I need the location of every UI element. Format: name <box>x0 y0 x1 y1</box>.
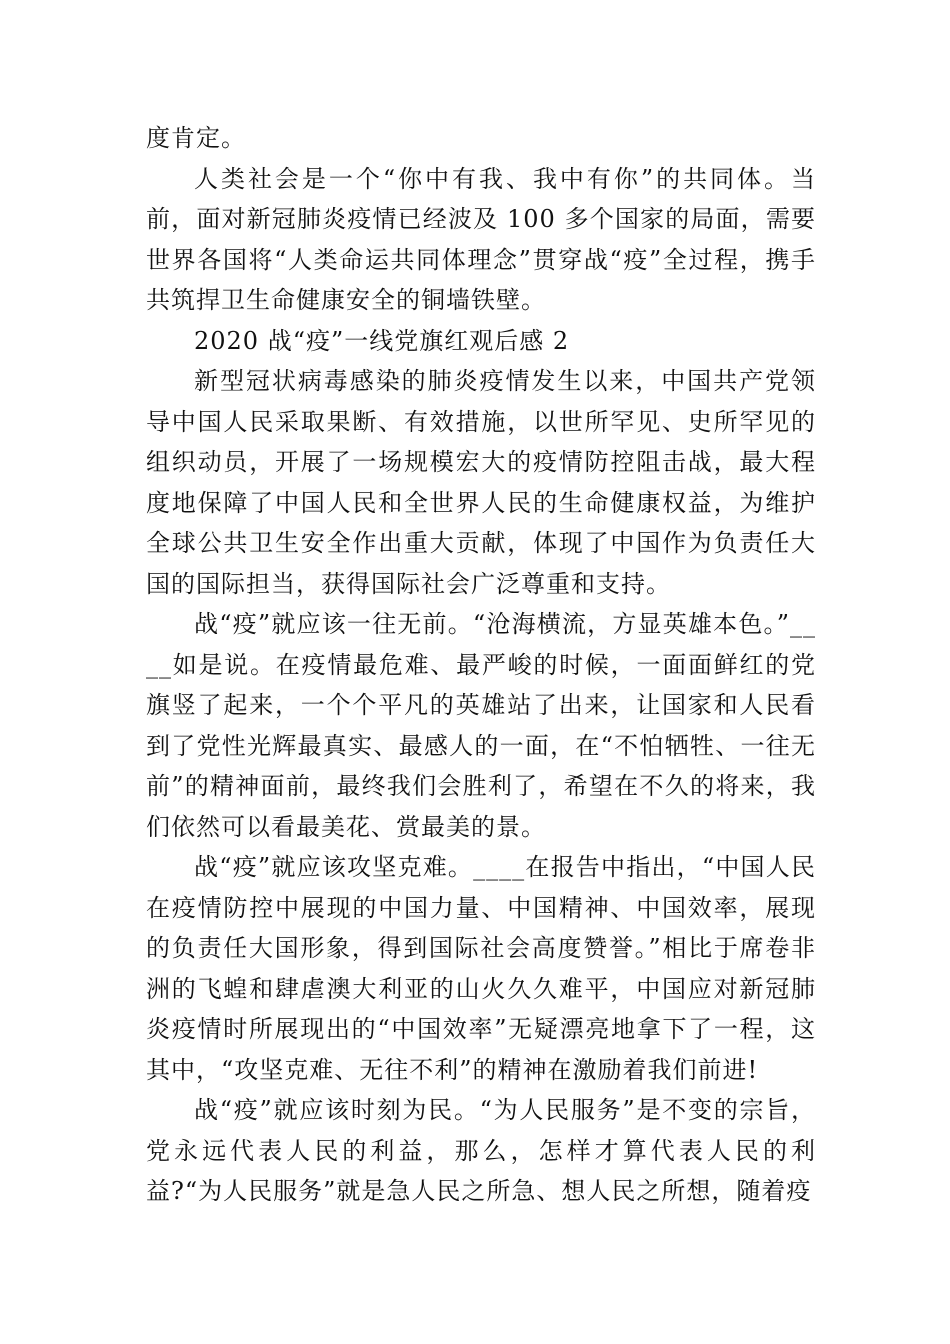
document-body <box>146 118 816 1212</box>
paragraph-continuation: 度肯定。 <box>146 124 246 152</box>
paragraph-forward: 战“疫”就应该一往无前。“沧海横流，方显英雄本色。”____如是说。在疫情最危难、最严峻的时候，一面面鲜红的党旗竖了起来，一个个平凡的英雄站了出来，让国家和人民看到了党性光辉最真实、最感人的一面，在“不怕牺牲、一往无前”的精神面前，最终我们会胜利了，希望在不久的将来，我们依然可以看最美花、赏最美的景。 <box>146 610 816 841</box>
paragraph-people: 战“疫”就应该时刻为民。“为人民服务”是不变的宗旨，党永远代表人民的利益，那么，怎样才算代表人民的利益?“为人民服务”就是急人民之所急、想人民之所想，随着疫 <box>146 1096 816 1205</box>
paragraph-overcome: 战“疫”就应该攻坚克难。____在报告中指出，“中国人民在疫情防控中展现的中国力量、中国精神、中国效率，展现的负责任大国形象，得到国际社会高度赞誉。”相比于席卷非洲的飞蝗和肆虐澳大利亚的山火久久难平，中国应对新冠肺炎疫情时所展现出的“中国效率”无疑漂亮地拿下了一程，这其中，“攻坚克难、无往不利”的精神在激励着我们前进! <box>146 853 816 1084</box>
section-heading: 2020 战“疫”一线党旗红观后感 2 <box>194 326 570 355</box>
paragraph-community: 人类社会是一个“你中有我、我中有你”的共同体。当前，面对新冠肺炎疫情已经波及 100 多个国家的局面，需要世界各国将“人类命运共同体理念”贯穿战“疫”全过程，携手共筑捍卫生命健康安全的铜墙铁壁。 <box>146 164 816 314</box>
paragraph-intro: 新型冠状病毒感染的肺炎疫情发生以来，中国共产党领导中国人民采取果断、有效措施，以世所罕见、史所罕见的组织动员，开展了一场规模宏大的疫情防控阻击战，最大程度地保障了中国人民和全世界人民的生命健康权益，为维护全球公共卫生安全作出重大贡献，体现了中国作为负责任大国的国际担当，获得国际社会广泛尊重和支持。 <box>146 367 816 598</box>
